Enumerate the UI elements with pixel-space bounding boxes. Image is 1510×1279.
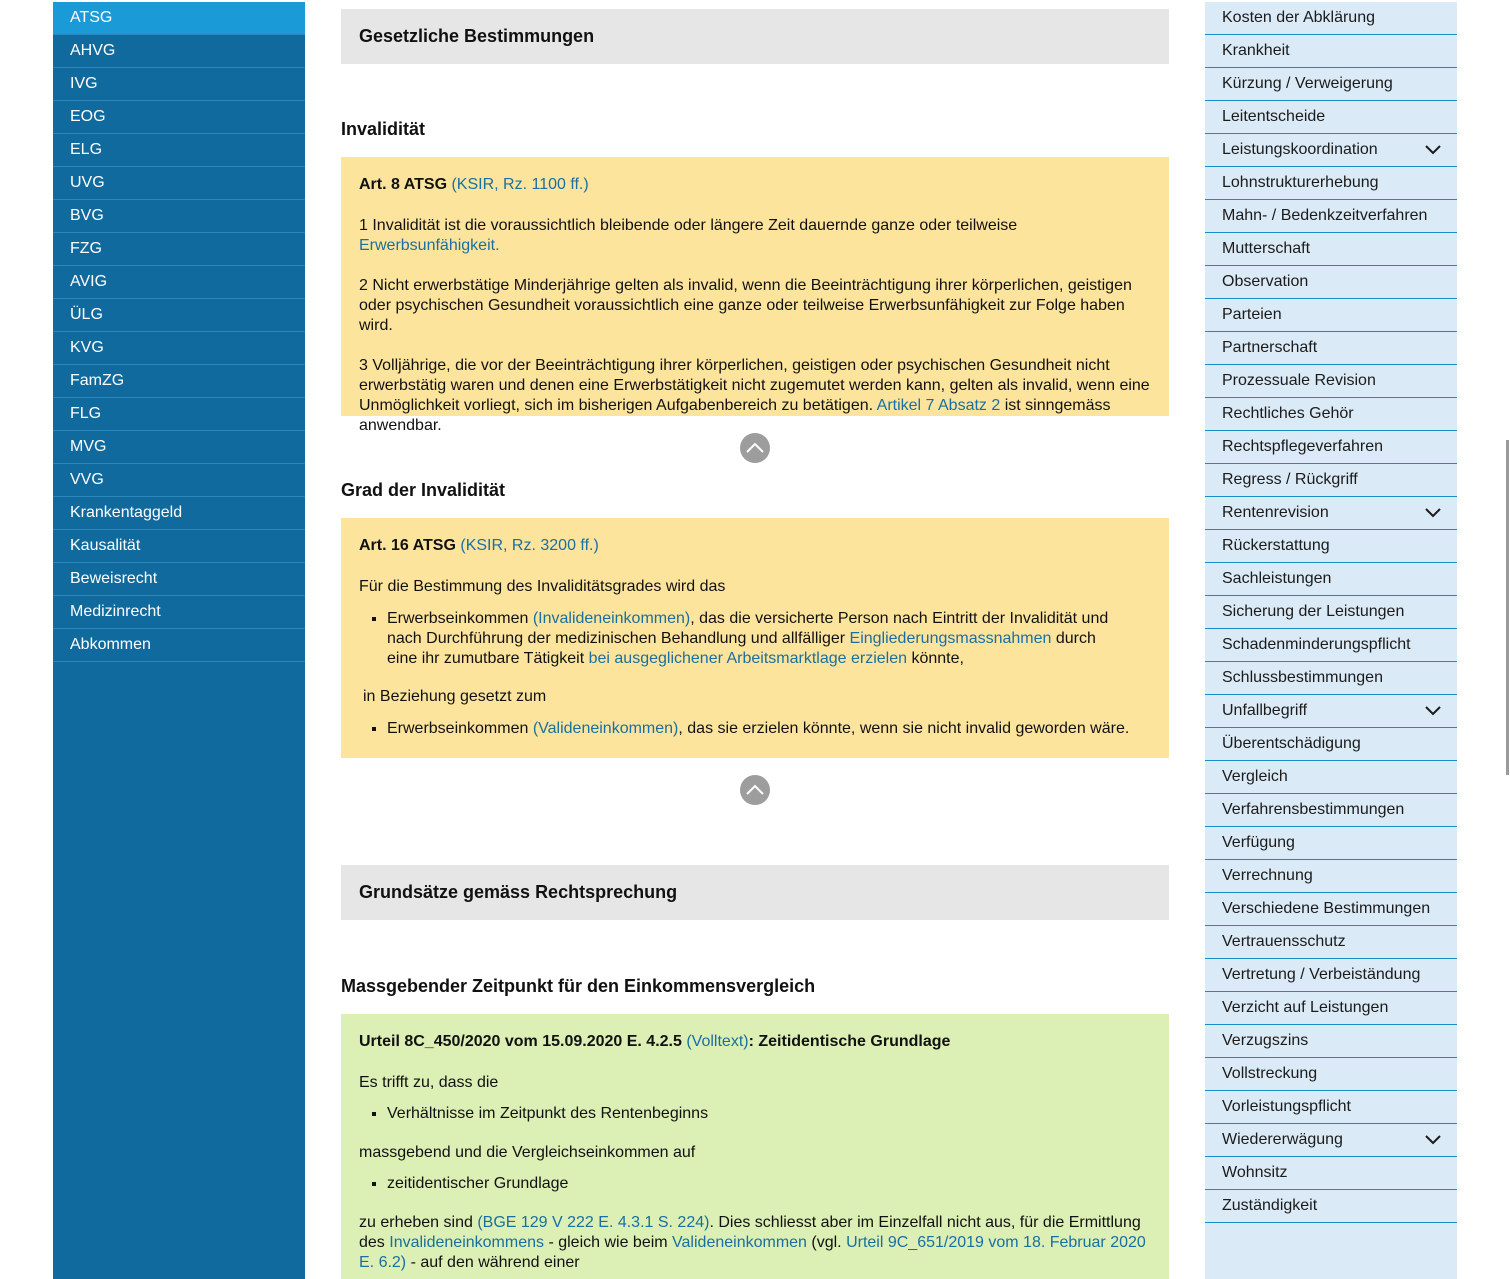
scroll-up-button[interactable]	[740, 775, 770, 805]
ksir-link[interactable]: (KSIR, Rz. 3200 ff.)	[460, 537, 599, 554]
right-nav-item[interactable]	[1205, 2, 1457, 35]
paragraph-1-text: 1 Invalidität ist die voraussichtlich bleibende oder längere Zeit dauernde ganze oder teilweise	[359, 217, 1018, 234]
left-nav-item[interactable]: IVG	[53, 68, 305, 101]
article-box-art8	[341, 157, 1169, 434]
list	[359, 609, 1151, 669]
heading-invaliditaet: Invalidität	[341, 119, 426, 139]
right-nav-item-label: Zuständigkeit	[1222, 1197, 1318, 1214]
right-nav-item[interactable]	[1205, 464, 1457, 497]
left-nav-item[interactable]: AVIG	[53, 266, 305, 299]
right-nav-item[interactable]	[1205, 134, 1457, 167]
left-nav-item[interactable]: ELG	[53, 134, 305, 167]
left-nav-item[interactable]: VVG	[53, 464, 305, 497]
right-nav-item[interactable]	[1205, 1190, 1457, 1223]
right-nav-item-label: Kosten der Abklärung	[1222, 9, 1375, 26]
left-nav-item[interactable]: Kausalität	[53, 530, 305, 563]
left-nav-item[interactable]: Beweisrecht	[53, 563, 305, 596]
right-nav-item[interactable]	[1205, 1091, 1457, 1124]
section-title: Gesetzliche Bestimmungen	[359, 26, 595, 46]
right-nav-item[interactable]	[1205, 1025, 1457, 1058]
article-title: Art. 16 ATSG	[359, 537, 456, 554]
right-nav-item[interactable]	[1205, 827, 1457, 860]
valideneinkommen-link[interactable]: Valideneinkommen	[672, 1234, 807, 1251]
right-nav-item-label: Partnerschaft	[1222, 339, 1318, 356]
right-nav-item[interactable]	[1205, 1157, 1457, 1190]
right-nav-item[interactable]	[1205, 299, 1457, 332]
right-nav-item-label: Verschiedene Bestimmungen	[1222, 900, 1431, 917]
right-nav-item-label: Überentschädigung	[1222, 735, 1361, 752]
left-nav-item[interactable]: Medizinrecht	[53, 596, 305, 629]
chevron-down-icon[interactable]	[1425, 505, 1441, 521]
section-header-grundsaetze	[341, 865, 1169, 920]
right-nav-item[interactable]	[1205, 629, 1457, 662]
right-nav-item[interactable]	[1205, 101, 1457, 134]
left-nav-item[interactable]: Krankentaggeld	[53, 497, 305, 530]
chevron-down-icon[interactable]	[1425, 703, 1441, 719]
right-nav-item-label: Krankheit	[1222, 42, 1290, 59]
arbeitsmarktlage-link[interactable]: bei ausgeglichener Arbeitsmarktlage erzielen	[588, 650, 907, 667]
paragraph-2-text: 2 Nicht erwerbstätige Minderjährige gelten als invalid, wenn die Beeinträchtigung ihrer körperlichen, geistigen oder psychischen Gesundheit voraussichtlich eine ganze oder teilweise Erwerbsunfähigkeit zur Folge haben wird.	[359, 277, 1132, 334]
right-nav-item-label: Parteien	[1222, 306, 1282, 323]
bge-link[interactable]: (BGE 129 V 222 E. 4.3.1 S. 224)	[477, 1214, 710, 1231]
right-nav-item[interactable]	[1205, 266, 1457, 299]
chevron-up-icon	[740, 775, 770, 805]
right-nav-item[interactable]	[1205, 200, 1457, 233]
scroll-up-button[interactable]	[740, 433, 770, 463]
left-sidebar	[53, 2, 305, 1279]
right-nav-item-label: Rückerstattung	[1222, 537, 1330, 554]
heading-grad-der-invaliditaet: Grad der Invalidität	[341, 480, 506, 500]
right-nav-item[interactable]	[1205, 794, 1457, 827]
right-nav-item-label: Unfallbegriff	[1222, 702, 1308, 719]
list-item: ▪ Erwerbseinkommen (Invalideneinkommen), das die versicherte Person nach Eintritt der Invalidität und nach Durchführung der medizinischen Behandlung und allfälliger Eingliederungsmassnahmen durch eine ihr zumutbare Tätigkeit bei ausgeglichener Arbeitsmarktlage erzielen könnte,	[387, 609, 1111, 669]
right-nav-item-label: Mutterschaft	[1222, 240, 1311, 257]
left-nav-item[interactable]: FamZG	[53, 365, 305, 398]
right-nav-item-label: Leistungskoordination	[1222, 141, 1378, 158]
left-nav-item[interactable]: EOG	[53, 101, 305, 134]
list-item: ▪ zeitidentischer Grundlage	[387, 1174, 1151, 1194]
right-nav-item-label: Vergleich	[1222, 768, 1288, 785]
right-nav-item[interactable]	[1205, 926, 1457, 959]
right-nav-item-label: Lohnstrukturerhebung	[1222, 174, 1379, 191]
left-nav-item[interactable]: BVG	[53, 200, 305, 233]
left-nav-item[interactable]: ATSG	[53, 2, 305, 35]
section-title: Grundsätze gemäss Rechtsprechung	[359, 882, 678, 902]
right-nav-item[interactable]	[1205, 431, 1457, 464]
paragraph-3-text: 3 Volljährige, die vor der Beeinträchtigung ihrer körperlichen, geistigen oder psychischen Gesundheit nicht erwerbstätig waren und denen eine Erwerbstätigkeit nicht zugemutet werden kann, gelten als invalid, wenn eine Unmöglichkeit vorliegt, sich im bisherigen Aufgabenbereich zu betätigen.	[359, 357, 1150, 414]
right-sidebar	[1205, 2, 1457, 1279]
right-nav-item-label: Verzicht auf Leistungen	[1222, 999, 1389, 1016]
left-nav-item[interactable]: FZG	[53, 233, 305, 266]
right-nav-item[interactable]	[1205, 728, 1457, 761]
right-nav-item[interactable]	[1205, 992, 1457, 1025]
eingliederungsmassnahmen-link[interactable]: Eingliederungsmassnahmen	[849, 630, 1052, 647]
right-nav-item-label: Schlussbestimmungen	[1222, 669, 1383, 686]
right-nav-item-label: Sachleistungen	[1222, 570, 1332, 587]
right-nav-item[interactable]	[1205, 860, 1457, 893]
right-nav-item-label: Schadenminderungspflicht	[1222, 636, 1411, 653]
intro-text: Für die Bestimmung des Invaliditätsgrades wird das	[359, 578, 726, 595]
chevron-down-icon[interactable]	[1425, 1132, 1441, 1148]
right-nav-item[interactable]	[1205, 233, 1457, 266]
right-nav-item-label: Rentenrevision	[1222, 504, 1329, 521]
left-nav-item[interactable]: KVG	[53, 332, 305, 365]
article-title: Art. 8 ATSG	[359, 176, 448, 193]
invalideneinkommen-link[interactable]: (Invalideneinkommen)	[532, 610, 691, 627]
left-nav-item[interactable]: MVG	[53, 431, 305, 464]
right-nav-item-label: Verzugszins	[1222, 1032, 1309, 1049]
list	[359, 1174, 1151, 1194]
right-nav-item[interactable]	[1205, 497, 1457, 530]
text: Es trifft zu, dass die	[359, 1074, 499, 1091]
right-nav-item-label: Rechtspflegeverfahren	[1222, 438, 1383, 455]
erwerbsunfaehigkeit-link[interactable]: Erwerbsunfähigkeit.	[359, 237, 500, 254]
heading-massgebender-zeitpunkt: Massgebender Zeitpunkt für den Einkommensvergleich	[341, 976, 816, 996]
right-nav-item-label: Observation	[1222, 273, 1309, 290]
right-nav-item-label: Wiedererwägung	[1222, 1131, 1343, 1148]
chevron-up-icon	[740, 433, 770, 463]
right-nav-item[interactable]	[1205, 893, 1457, 926]
right-nav-item-label: Prozessuale Revision	[1222, 372, 1376, 389]
judgment-box-8c-450-2020: Urteil 8C_450/2020 vom 15.09.2020 E. 4.2.5 (Volltext): Zeitidentische Grundlage Es trifft zu, dass die ▪ Verhältnisse im Zeitpunkt des Rentenbeginns massgebend und die Vergleichseinkommen auf ▪ zeitidentischer Grundlage zu erheben sind (BGE 129 V 222 E. 4.3.1 S. 224). Dies schliesst aber im Einzelfall nicht aus, für die Ermittlung des Invalideneinkommens - gleich wie beim Valideneinkommen (vgl. Urteil 9C_651/2019 vom 18. Februar 2020 E. 6.2) - auf den während einer	[341, 1014, 1169, 1279]
right-nav-item[interactable]	[1205, 563, 1457, 596]
right-nav-item[interactable]	[1205, 662, 1457, 695]
right-nav-item[interactable]	[1205, 365, 1457, 398]
list-item: ▪ Verhältnisse im Zeitpunkt des Rentenbeginns	[387, 1104, 1151, 1124]
right-nav-item-label: Verrechnung	[1222, 867, 1313, 884]
left-nav-item[interactable]: FLG	[53, 398, 305, 431]
invalideneinkommen-link[interactable]: Invalideneinkommens	[389, 1234, 544, 1251]
right-nav-item[interactable]	[1205, 530, 1457, 563]
volltext-link[interactable]: (Volltext)	[686, 1033, 749, 1050]
right-nav-item[interactable]	[1205, 398, 1457, 431]
article-box-art16	[341, 518, 1169, 758]
right-nav-item-label: Sicherung der Leistungen	[1222, 603, 1405, 620]
right-nav-item-label: Vertretung / Verbeiständung	[1222, 966, 1421, 983]
list	[359, 719, 1151, 739]
list-item: ▪ Erwerbseinkommen (Valideneinkommen), das sie erzielen könnte, wenn sie nicht invalid geworden wäre.	[387, 719, 1151, 739]
right-nav-item-label: Mahn- / Bedenkzeitverfahren	[1222, 207, 1428, 224]
list	[359, 1104, 1151, 1124]
left-nav-item[interactable]: ÜLG	[53, 299, 305, 332]
section-header-gesetzliche-bestimmungen	[341, 9, 1169, 64]
middle-text: in Beziehung gesetzt zum	[363, 688, 547, 705]
artikel-7-link[interactable]: Artikel 7 Absatz 2	[876, 397, 1001, 414]
right-nav-item[interactable]	[1205, 761, 1457, 794]
right-nav-item-label: Rechtliches Gehör	[1222, 405, 1354, 422]
right-nav-item[interactable]	[1205, 596, 1457, 629]
right-nav-item-label: Wohnsitz	[1222, 1164, 1288, 1181]
chevron-down-icon[interactable]	[1425, 142, 1441, 158]
scrollbar-thumb[interactable]	[1506, 440, 1509, 775]
left-nav-item[interactable]: AHVG	[53, 35, 305, 68]
right-nav-item-label: Kürzung / Verweigerung	[1222, 75, 1393, 92]
right-nav-item-label: Vollstreckung	[1222, 1065, 1318, 1082]
right-nav-item[interactable]	[1205, 1124, 1457, 1157]
left-nav-item[interactable]: UVG	[53, 167, 305, 200]
ksir-link[interactable]: (KSIR, Rz. 1100 ff.)	[451, 176, 589, 193]
right-nav-item-label: Vorleistungspflicht	[1222, 1098, 1351, 1115]
right-nav-item-label: Verfahrensbestimmungen	[1222, 801, 1405, 818]
valideneinkommen-link[interactable]: (Valideneinkommen)	[532, 720, 679, 737]
right-nav-item[interactable]	[1205, 1058, 1457, 1091]
right-nav-item[interactable]	[1205, 35, 1457, 68]
text: massgebend und die Vergleichseinkommen auf	[359, 1144, 696, 1161]
right-nav-item-label: Leitentscheide	[1222, 108, 1326, 125]
paragraph-3-tail: ist sinngemäss anwendbar.	[359, 397, 1111, 434]
urteil-9c-651-2019-link[interactable]: Urteil 9C_651/2019 vom 18. Februar 2020 E. 6.2)	[359, 1234, 1146, 1271]
right-nav-item-label: Verfügung	[1222, 834, 1295, 851]
right-nav-item-label: Regress / Rückgriff	[1222, 471, 1358, 488]
left-nav-item[interactable]: Abkommen	[53, 629, 305, 662]
right-nav-item-label: Vertrauensschutz	[1222, 933, 1346, 950]
right-nav-item[interactable]	[1205, 695, 1457, 728]
right-nav-item[interactable]	[1205, 167, 1457, 200]
text: zu erheben sind (BGE 129 V 222 E. 4.3.1 S. 224). Dies schliesst aber im Einzelfall nicht aus, für die Ermittlung des Invalideneinkommens - gleich wie beim Valideneinkommen (vgl. Urteil 9C_651/2019 vom 18. Februar 2020 E. 6.2) - auf den während einer	[359, 1214, 1146, 1271]
right-nav-item[interactable]	[1205, 68, 1457, 101]
right-nav-item[interactable]	[1205, 959, 1457, 992]
right-nav-item[interactable]	[1205, 332, 1457, 365]
